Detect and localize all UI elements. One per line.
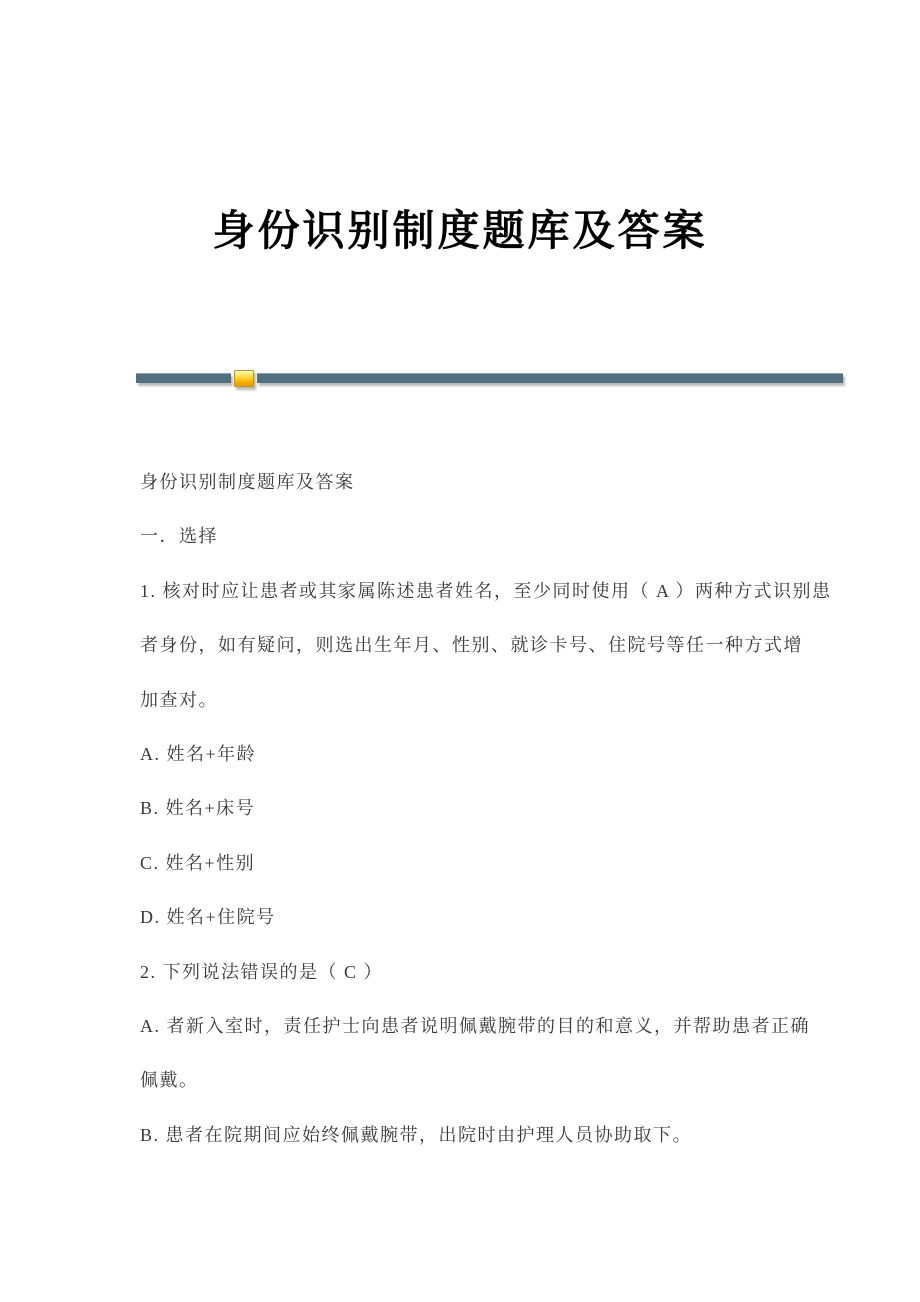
question-1-option-a: A. 姓名+年龄 xyxy=(140,743,257,764)
document-body xyxy=(140,455,852,1162)
divider-bar-right xyxy=(257,373,843,383)
question-1-option-d: D. 姓名+住院号 xyxy=(140,907,276,928)
body-subtitle: 身份识别制度题库及答案 xyxy=(140,472,355,492)
question-2-option-a-line-1: A. 者新入室时，责任护士向患者说明佩戴腕带的目的和意义，并帮助患者正确 xyxy=(140,1015,810,1036)
section-heading: 一．选择 xyxy=(140,526,218,547)
question-1-line-1: 1. 核对时应让患者或其家属陈述患者姓名，至少同时使用（ A ）两种方式识别患 xyxy=(140,580,832,601)
question-1-line-2: 者身份，如有疑问，则选出生年月、性别、就诊卡号、住院号等任一种方式增 xyxy=(140,635,803,656)
document-title: 身份识别制度题库及答案 xyxy=(212,209,708,255)
question-2-option-b: B. 患者在院期间应始终佩戴腕带，出院时由护理人员协助取下。 xyxy=(140,1124,693,1145)
question-1-option-b: B. 姓名+床号 xyxy=(140,798,256,819)
divider-bar-left xyxy=(136,373,231,383)
gold-block-icon xyxy=(234,370,254,387)
question-1-line-3: 加查对。 xyxy=(140,689,218,710)
section-divider xyxy=(136,373,843,383)
question-2-option-a-line-2: 佩戴。 xyxy=(140,1070,199,1091)
question-1-option-c: C. 姓名+性别 xyxy=(140,852,256,873)
question-2-text: 2. 下列说法错误的是（ C ） xyxy=(140,961,384,982)
